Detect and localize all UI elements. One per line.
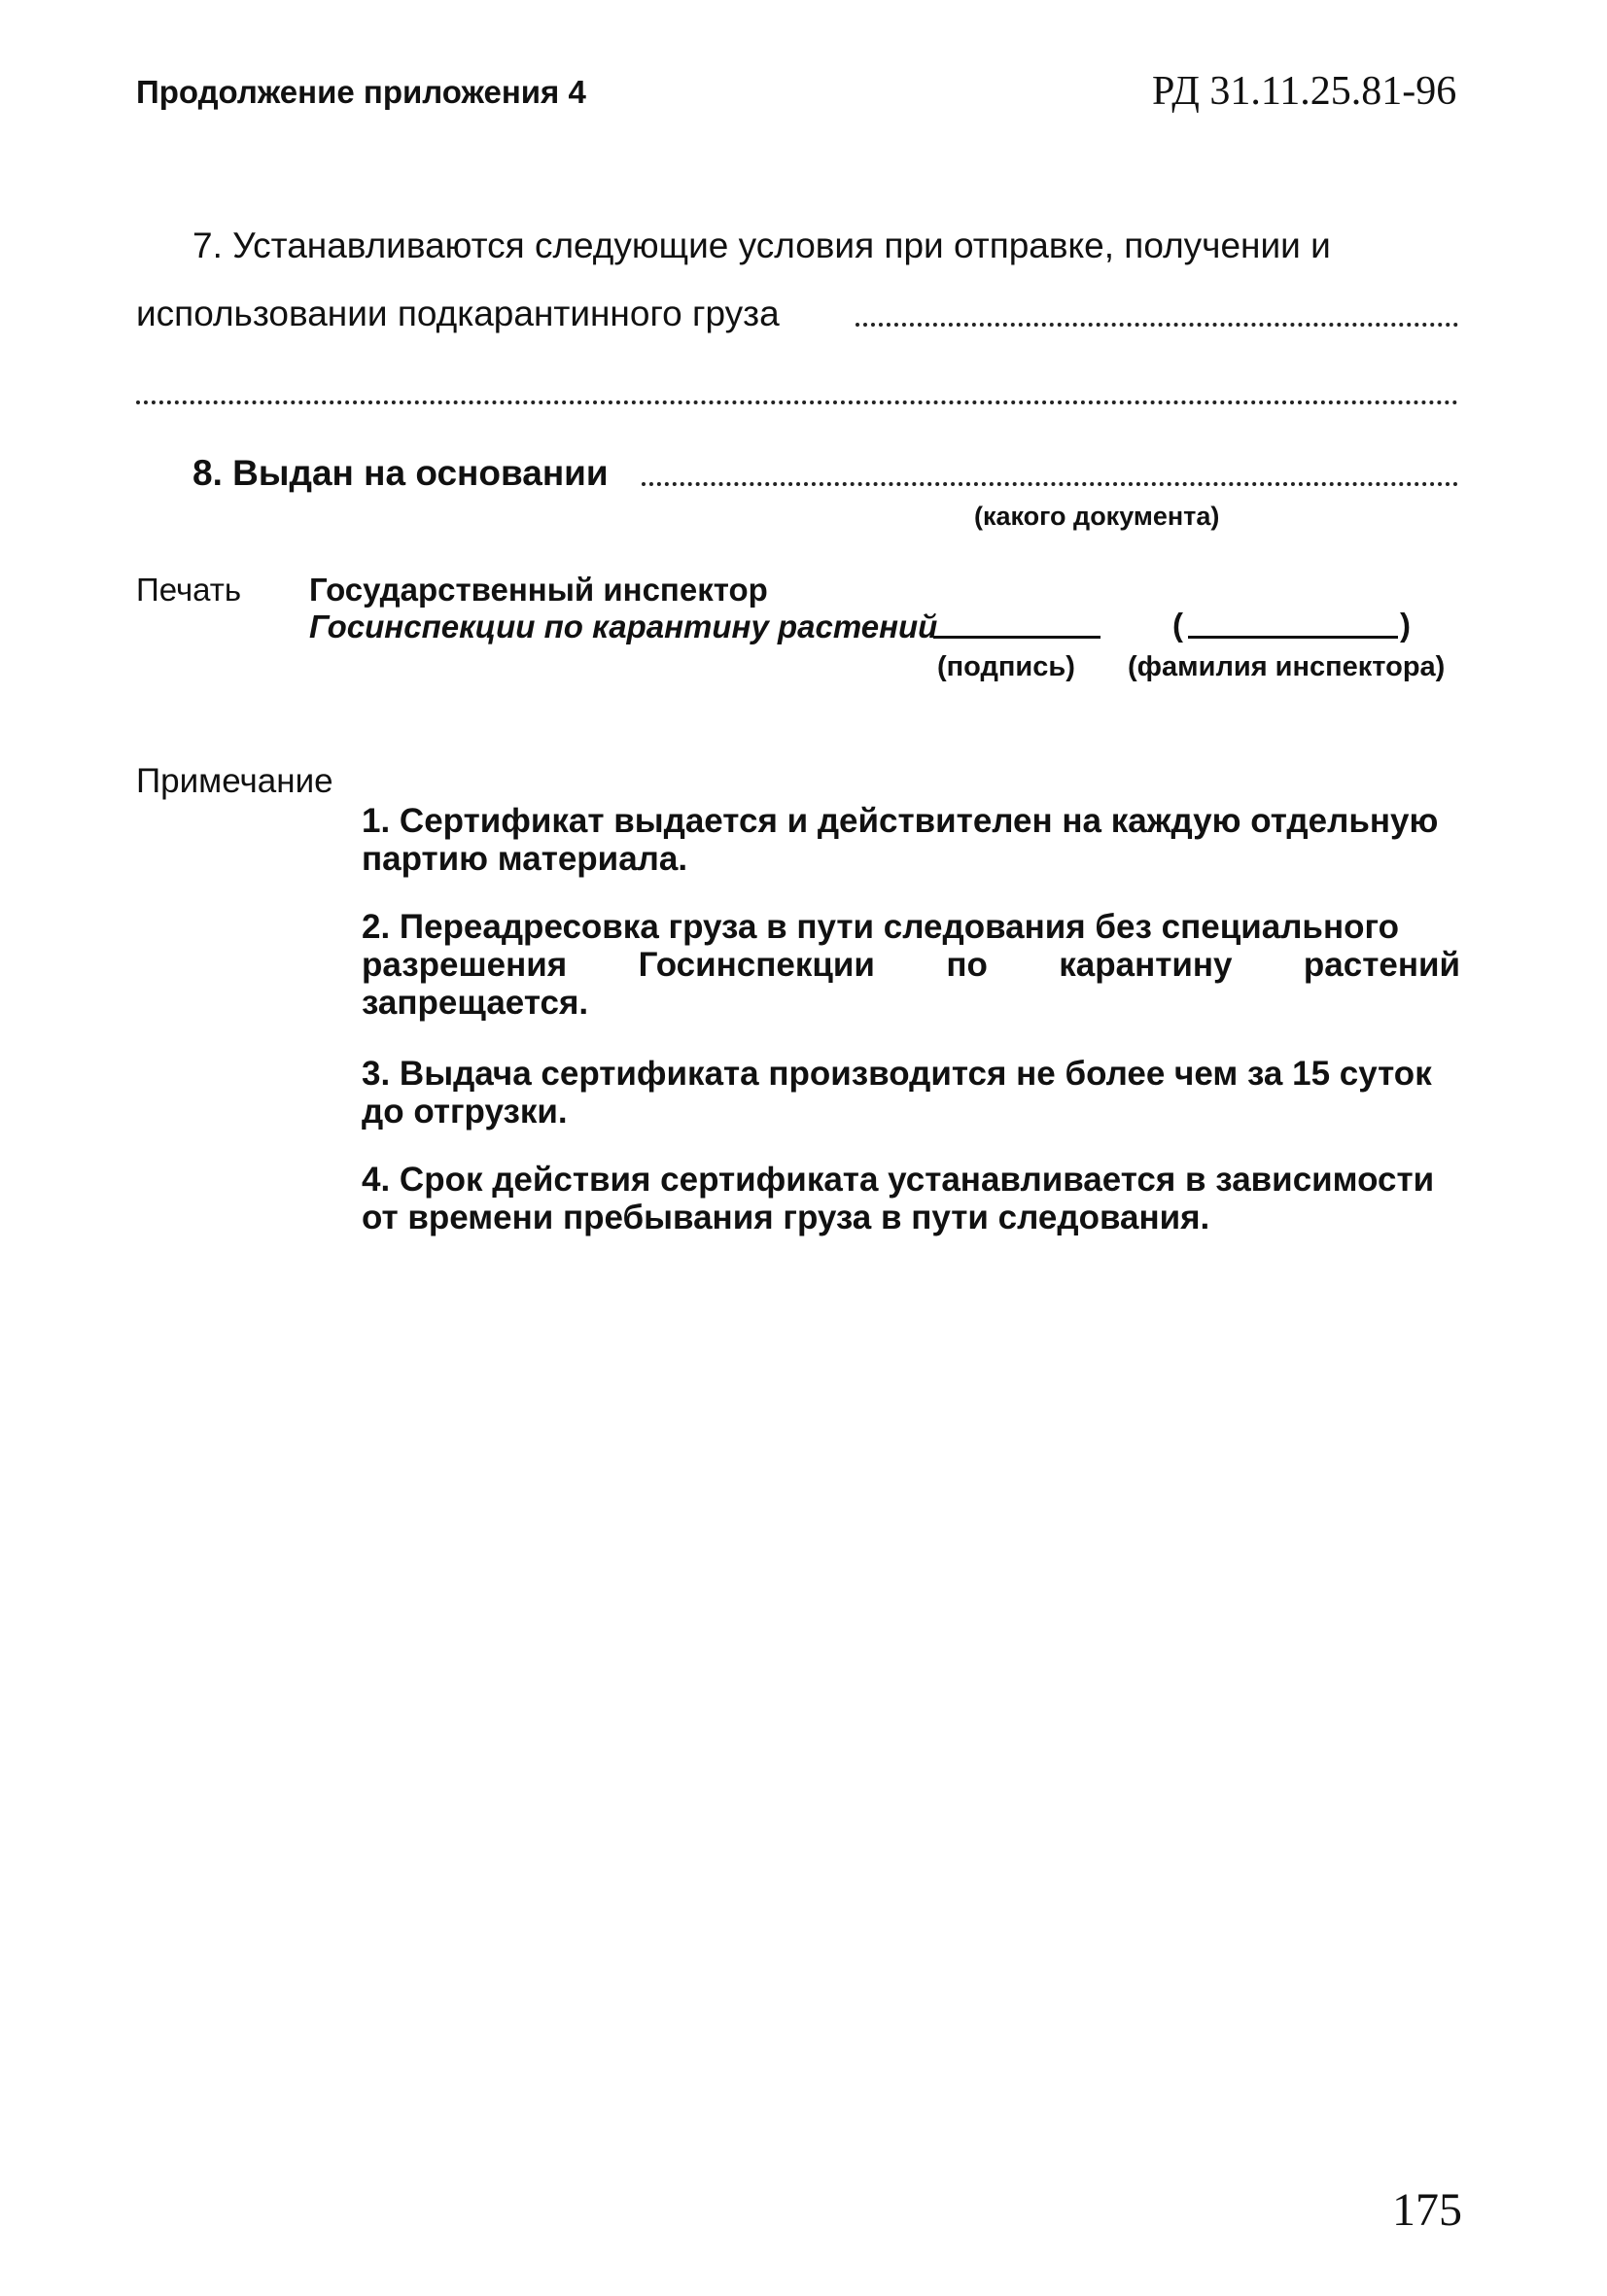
note-item-2-line-2: разрешения Госинспекции по карантину растений	[362, 946, 1460, 984]
note-item-4: 4. Срок действия сертификата устанавливается в зависимости от времени пребывания груза в пути следования.	[362, 1161, 1435, 1236]
inspector-name-caption: (фамилия инспектора)	[1128, 651, 1446, 682]
item7-line1: 7. Устанавливаются следующие условия при отправке, получении и	[192, 226, 1331, 265]
item8-text: 8. Выдан на основании	[192, 453, 609, 493]
note-item-1: 1. Сертификат выдается и действителен на каждую отдельную партию материала.	[362, 802, 1439, 878]
header-left: Продолжение приложения 4	[136, 74, 586, 110]
note-item-2	[362, 908, 1460, 1022]
notes-title: Примечание	[136, 762, 333, 800]
inspector-name-line	[1188, 636, 1398, 639]
header-right: РД 31.11.25.81-96	[1152, 69, 1457, 114]
signature-caption: (подпись)	[937, 651, 1075, 682]
note-item-3: 3. Выдача сертификата производится не более чем за 15 суток до отгрузки.	[362, 1055, 1432, 1131]
paren-close: )	[1400, 607, 1411, 643]
signature-line	[933, 636, 1100, 639]
item7-fill-line-2	[136, 400, 1458, 404]
note-item-2-line-1: 2. Переадресовка груза в пути следования без специального	[362, 908, 1399, 946]
item7-fill-line-1	[856, 323, 1458, 327]
item7-line2: использовании подкарантинного груза	[136, 294, 780, 333]
inspector-title-line2: Госинспекции по карантину растений	[309, 609, 938, 644]
note-item-2-line-3: запрещается.	[362, 984, 589, 1022]
paren-open: (	[1172, 607, 1183, 643]
item8-caption: (какого документа)	[974, 502, 1220, 531]
inspector-title-line1: Государственный инспектор	[309, 572, 768, 608]
stamp-label: Печать	[136, 572, 242, 608]
page-number: 175	[1392, 2184, 1462, 2236]
item8-fill-line	[642, 482, 1458, 486]
